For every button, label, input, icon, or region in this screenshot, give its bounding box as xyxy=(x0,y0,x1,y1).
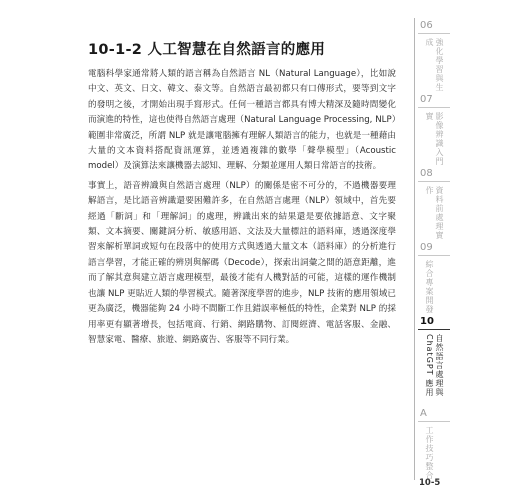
chapter-number: 09 xyxy=(420,242,433,253)
paragraph-1: 電腦科學家通常將人類的語言稱為自然語言 NL（Natural Language），比如說中文、英文、日文、韓文、泰文等。自然語言最初都只有口傳形式，要等到文字的發明之後，才開始出現手寫形式。任何一種語言都具有博大精深及隨時間變化而演進的特性，這也使得自然語言處理（Natural Language Processing, NLP）範圍非常廣泛，所謂 NLP 就是讓電腦擁有理解人類語言的能力，也就是一種藉由大量的文本資料搭配資訊運算，並透過複雜的數學「聲學模型」（Acoustic model）及演算法來讓機器去認知、理解、分類並運用人類日常語言的技術。 xyxy=(88,69,396,172)
chapter-title: 資料前處理實作 xyxy=(425,186,444,240)
chapter-title: 強化學習與生成 xyxy=(425,38,444,92)
main-content xyxy=(88,38,396,352)
chapter-rule xyxy=(418,255,450,256)
chapter-number: 10 xyxy=(420,316,434,327)
chapter-number: 07 xyxy=(420,94,433,105)
chapter-sidebar xyxy=(414,18,454,480)
chapter-tab-10[interactable] xyxy=(414,316,454,410)
chapter-tab-09[interactable] xyxy=(414,242,454,318)
chapter-rule xyxy=(418,33,450,34)
chapter-tab-07[interactable] xyxy=(414,94,454,170)
chapter-tab-08[interactable] xyxy=(414,168,454,244)
chapter-rule xyxy=(418,421,450,422)
chapter-title: 綜合專案開發 xyxy=(425,260,434,314)
chapter-rule xyxy=(418,107,450,108)
chapter-title: 工作技巧整合 xyxy=(425,426,434,480)
chapter-rule xyxy=(418,181,450,182)
chapter-title: 影像辨識入門實 xyxy=(425,112,444,166)
paragraph-2: 事實上，語音辨識與自然語言處理（NLP）的關係是密不可分的，不過機器要理解語言，是比語音辨識還要困難許多，在自然語言處理（NLP）領域中，首先要經過「斷詞」和「理解詞」的處理，辨識出來的結果還是要依據語意、文字聚類、文本摘要、關鍵詞分析、敏感用語、文法及大量標註的語料庫，透過深度學習來解析單詞或短句在段落中的使用方式與透過大量文本（語料庫）的分析進行語言學習，才能正確的辨別與解碼（Decode），探索出詞彙之間的語意距離，進而了解其意與建立語言處理模型，最後才能有人機對話的可能，這樣的運作機制也讓 NLP 更貼近人類的學習模式。隨著深度學習的進步，NLP 技術的應用領域已更為廣泛，機器能夠 24 小時不間斷工作且錯誤率極低的特性，企業對 NLP 的採用率更有顯著增長，包括電商、行銷、網路購物、訂閱經濟、電話客服、金融、智慧家電、醫療、旅遊、網路廣告、客服等不同行業。 xyxy=(88,180,396,345)
section-heading: 10-1-2 人工智慧在自然語言的應用 xyxy=(88,42,326,58)
chapter-tab-a[interactable] xyxy=(414,408,454,484)
chapter-number: 06 xyxy=(420,20,433,31)
chapter-number: A xyxy=(420,408,427,419)
chapter-rule xyxy=(418,329,450,330)
page-number: 10-5 xyxy=(419,478,441,488)
chapter-title: 自然語言處理與 ChatGPT 應用 xyxy=(425,334,444,398)
chapter-tab-06[interactable] xyxy=(414,20,454,96)
chapter-number: 08 xyxy=(420,168,433,179)
